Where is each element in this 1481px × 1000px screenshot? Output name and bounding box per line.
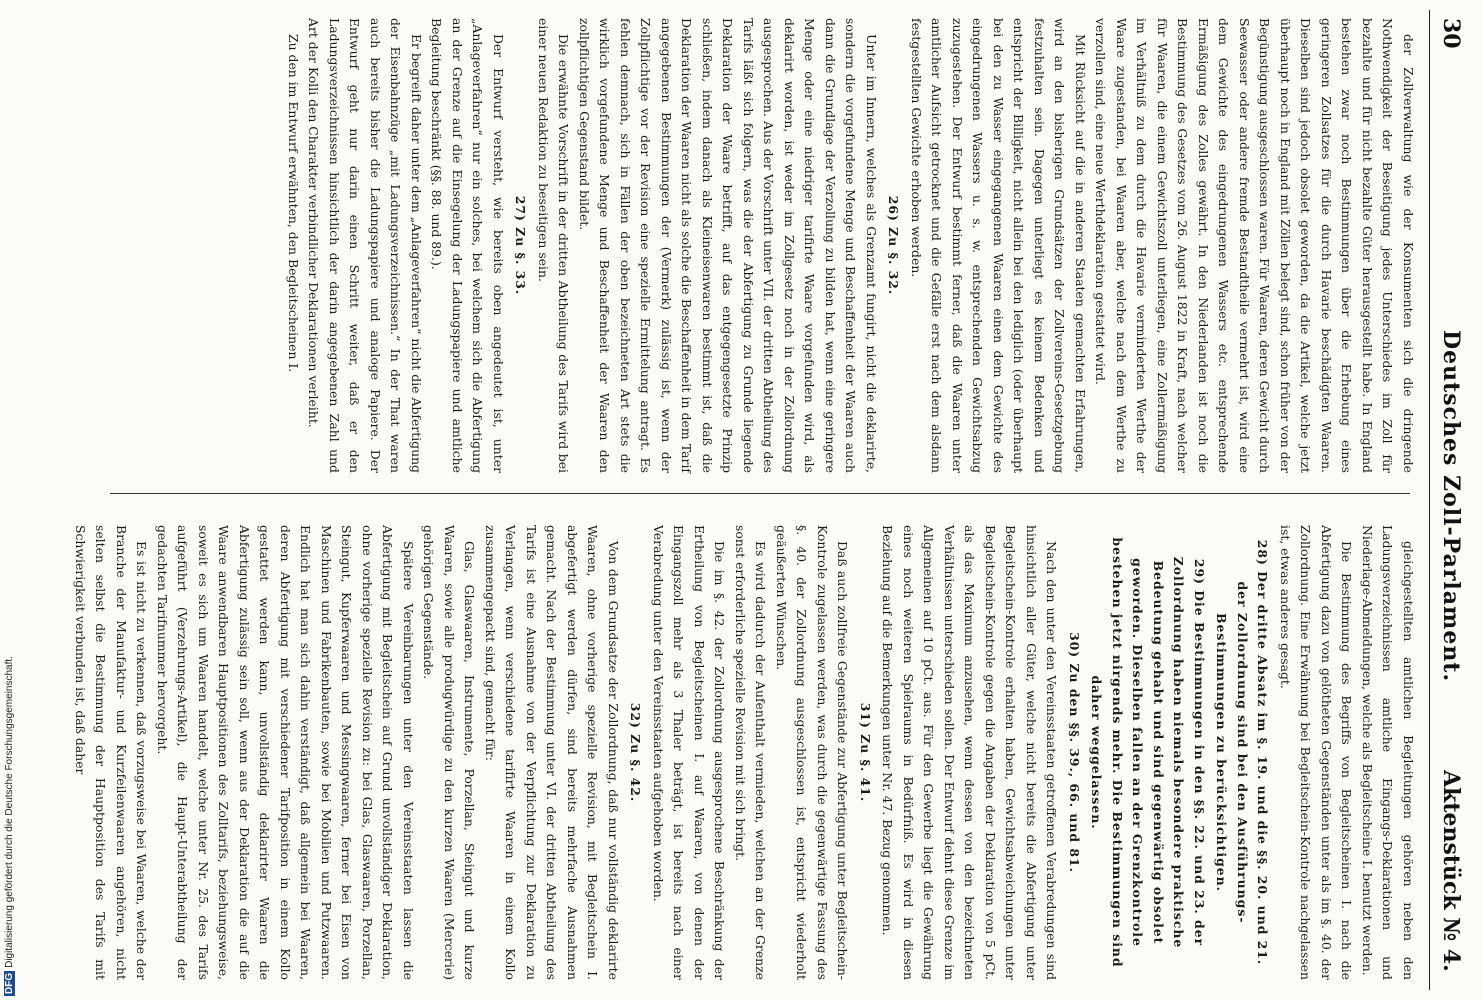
body-paragraph: Es ist nicht zu verkennen, daß vorzugsweise bei Waaren, welche der Branche der Manufaktur- und Kurzfeilenwaaren angehören, nicht selten selbst die Bestimmung der Hauptposition des Tarifs mit Schwierigkeit verbunden ist, daß daher — [73, 525, 150, 980]
body-paragraph: Er begreift daher unter dem „Anlageverfahren“ nicht die Abfertigung der Eisenbahnzüge „mit Ladungsverzeichnissen.“ In der That waren auch bereits bisher die Ladungspapiere und analoge Papiere. Der Entwurf geht nur darin einen Schritt weiter, daß er den Ladungsverzeichnissen hinsichtlich der darin angegebenen Zahl und Art der Kolli den Charakter verbindlicher Deklarationen verleiht. — [306, 18, 424, 473]
body-paragraph: der Zollverwaltung wie der Konsumenten sich die dringende Nothwendigkeit der Beseitigung jedes Unterschiedes im Zoll für bezahlte und für nicht bezahlte Güter herausgestellt habe. In England bestehen zwar noch Bestimmungen über die Erhebung eines geringeren Zollsatzes für die durch Havarie beschädigten Waaren. Dieselben sind jedoch obsolet geworden, da die Artikel, welche jetzt überhaupt noch in England mit Zöllen belegt sind, schon früher von der Begünstigung ausgeschlossen waren. Für Waaren, deren Gewicht durch Seewasser oder andere fremde Bestandtheile vermehrt ist, wird eine dem Gewichte des eingedrungenen Wassers etc. entsprechende Ermäßigung des Zolles gewährt. In den Niederlanden ist noch die Bestimmung des Gesetzes vom 26. August 1822 in Kraft, nach welcher für Waaren, die einem Gewichtszoll unterliegen, eine Zollermäßigung im Verhältniß zu dem durch die Havarie verminderten Werthe der Waare zugestanden, bei Waaren aber, welche nach dem Werthe zu verzollen sind, eine neue Werthdeklaration gestattet wird. — [1093, 18, 1416, 473]
right-text-column — [73, 525, 1418, 980]
body-paragraph: Die im §. 42. der Zollordnung ausgesprochene Beschränkung der Ertheilung von Begleitscheinen I. auf Waaren, von denen der Eingangszoll mehr als 3 Thaler beträgt, ist bereits nach einer Verabredung unter den Vereinsstaaten aufgehoben worden. — [651, 525, 728, 980]
credit-text: Digitalisierung gefördert durch die Deutsche Forschungsgemeinschaft. — [4, 656, 15, 968]
body-paragraph: Von dem Grundsatze der Zollordnung, daß nur vollständig deklarirte Waaren, ohne vorherige spezielle Revision, mit Begleitschein I. abgefertigt werden dürfen, sind bereits mehrfache Ausnahmen gemacht. Nach der Bestimmung unter VI. der dritten Abtheilung des Tarifs ist eine Ausnahme von der Verpflichtung zur Deklaration zu Verlangen, wenn verschiedene tarifirte Waaren in einem Kollo zusammengepackt sind, gemacht für: — [483, 525, 621, 980]
body-paragraph: Unter im Innern, welches als Grenzamt fungirt, nicht die deklarirte, sondern die vorgefundene Menge und Beschaffenheit der Waaren auch dann die Grundlage der Verzollung zu bilden hat, wenn eine geringere Menge oder eine niedriger tarifirte Waare vorgefunden wird, als deklarirt worden, ist weder im Zollgesetz noch in der Zollordnung ausgesprochen. Aus der Vorschrift unter VII. der dritten Abtheilung des Tarifs läßt sich folgern, was die der Abfertigung zu Grunde liegende Deklaration der Waare betrifft, auf das entgegengesetzte Prinzip schließen, indem danach als Kleineisenwaren bestimmt ist, daß die Deklaration der Waaren nicht als solche die Beschaffenheit in dem Tarif angegebenen Bestimmungen der (Vermerk) zulässig ist, wenn der Zollpflichtige vor der Revision eine spezielle Ermittelung antragt. Es fehlen demnach, sich in Fällen der oben bezeichneten Art stets die wirklich vorgefundene Menge und Beschaffenheit der Waaren den zollpflichtigen Gegenstand bildet. — [577, 18, 879, 473]
column-divider — [110, 493, 1410, 494]
section-heading: 31) Zu §. 41. — [858, 702, 873, 803]
body-paragraph: Daß auch zollfreie Gegenstände zur Abfertigung unter Begleitschein-Kontrole zugelassen werden, was durch die gegenwärtige Fassung des §. 40. der Zollordnung ausgeschlossen ist, entspricht wiederholt geäußerten Wünschen. — [774, 525, 851, 980]
document-reference: Aktenstück № 4. — [1438, 770, 1464, 972]
body-paragraph: Glas, Glaswaaren, Instrumente, Porzellan, Steingut und kurze Waaren, sowie alle produgwürdige zu den kurzen Waaren (Mercerie) gehörigen Gegenstände. — [421, 525, 478, 980]
section-heading: 27) Zu §. 33. — [513, 195, 529, 296]
left-text-column — [98, 18, 1418, 473]
body-paragraph: gleichgestellten amtlichen Begleitungen gehören neben den Ladungsverzeichnissen amtliche Eingangs-Deklarationen und Niederlage-Abmeldungen, welche als Begleitscheine I. benutzt werden. — [1360, 525, 1416, 980]
body-paragraph: Spätere Vereinbarungen unter den Vereinsstaaten lassen die Abfertigung mit Begleitschein auf Grund unvollständiger Deklaration, ohne vorherige spezielle Revision zu: bei Glas, Glaswaaren, Porzellan, Steingut, Kupferwaaren und Messingwaaren, ferner bei Eisen von Maschinen und Fabrikenbauten, sowie bei Mobilien und Putzwaaren. Endlich hat man sich dahin verständigt, daß allgemein bei Waaren, deren Abfertigung mit verschiedener Tarifposition in einem Kollo gestattet werden kann, unvollständig deklarirter Waaren die Abfertigung zulässig sein soll, wenn aus der Deklaration die auf die Waare anwendbaren Hauptpositionen des Zolltarifs, beziehungsweise, soweit es sich um Waaren handelt, welche unter Nr. 25. des Tarifs aufgeführt (Verzehrungs-Artikel), die Haupt-Unterabtheilung der gedachten Tarifnummer hervorgeht. — [155, 525, 416, 980]
section-heading: 28) Der dritte Absatz im §. 19. und die §§. 20. und 21. der Zollordnung sind bei den Ausführungs-Bestimmungen zu berücksichtigen. — [1214, 539, 1271, 966]
page-title: Deutsches Zoll-Parlament. — [1438, 330, 1464, 683]
body-paragraph: Nach den unter den Vereinsstaaten getroffenen Verabredungen sind hinsichtlich aller Güter, welche nicht bereits die Abfertigung unter Begleitschein-Kontrole erhalten haben, Gewichtsabweichungen unter Begleitschein-Kontrole gegen die Angaben der Deklaration von 5 pCt. als das Maximum anzusehen, wenn dessen von den bezeichneten Verhältnissen unterschieden sollen. Der Entwurf dehnt diese Grenze im Allgemeinen auf 10 pCt. aus. Für den Gewerbe liegt die Gewährung eines noch weiteren Spielraums in Bedürfniß. Es wird in diesen Beziehung auf die Bemerkungen unter Nr. 47. Bezug genommen. — [880, 525, 1060, 980]
section-heading: 30) Zu den §§. 39., 66. und 81. — [1067, 632, 1082, 873]
section-heading: 26) Zu §. 32. — [886, 195, 902, 296]
dfg-logo-icon: DFG — [4, 972, 15, 994]
body-paragraph: Mit Rücksicht auf die in anderen Staaten gemachten Erfahrungen, wird an den bisherigen Grundsätzen der Zollvereins-Gesetzgebung festzuhalten sein. Dagegen unterliegt es keinem Bedenken und entspricht der Billigkeit, nicht allein bei den lediglich (oder überhaupt bei den zu Wasser eingegangenen Waaren einen dem Gewichte des eingedrungenen Wassers u. s. w. entsprechenden Gewichtsabzug zuzugestehen. Der Entwurf bestimmt ferner, daß die Waaren unter amtlicher Aufsicht getrocknet und die Gefälle erst nach dem alsdann festgestellten Gewichte erhoben werden. — [909, 18, 1088, 473]
body-paragraph: Der Entwurf versteht, wie bereits oben angedeutet ist, unter „Anlageverfahren“ nur ein solches, bei welchem sich die Abfertigung an der Grenze auf die Einsegelung der Ladungspapiere und amtliche Begleitung beschränkt (§§. 88. und 89.). — [429, 18, 506, 473]
body-paragraph: Es wird dadurch der Aufenthalt vermieden, welchen an der Grenze sonst erforderliche spezielle Revision mit sich bringt. — [733, 525, 769, 980]
body-paragraph: Die Bestimmung des Begriffs von Begleitscheinen I. nach die Abfertigung dazu von gelötheten Gegenständen unter als im §. 40. der Zollordnung. Eine Erwähnung bei Begleitschein-Kontrole nachgelassen ist, etwas anderes gesagt. — [1278, 525, 1355, 980]
digitization-credit — [4, 396, 15, 996]
body-paragraph: Zu den im Entwurf erwähnten, den Begleitscheinen I. — [286, 34, 301, 373]
page-header — [1429, 10, 1470, 990]
page-number: 30 — [1438, 18, 1464, 49]
section-heading: 32) Zu §. 42. — [628, 702, 644, 803]
body-paragraph: Die erwähnte Vorschrift in der dritten Abtheilung des Tarifs wird bei einer neuen Redaktion zu beseitigen sein. — [536, 18, 572, 473]
section-heading: 29) Die Bestimmungen in den §§. 22. und 23. der Zollordnung haben niemals besondere praktische Bedeutung gehabt und sind gegenwärtig obsolet geworden. Dieselben fallen an der Grenzkontrole bestehen jetzt nirgends mehr. Die Bestimmungen sind daher weggelassen. — [1089, 537, 1207, 968]
rotated-page-content — [73, 0, 1470, 1000]
